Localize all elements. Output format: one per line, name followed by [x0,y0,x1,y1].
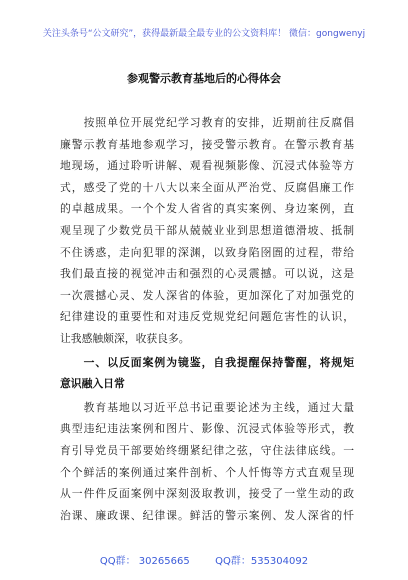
text-line: 地现场，通过聆听讲解、观看视频影像、沉浸式体验等方 [60,159,354,173]
header-notice: 关注头条号“公文研究”，获得最新最全最专业的公文资料库！ 微信：gongwenyj [42,29,366,39]
text-line: 不住诱惑，走向犯罪的深渊，以致身陷囹圄的过程，带给 [60,245,354,259]
heading-line: 一、以反面案例为镜鉴，自我提醒保持警醒，将规矩 [60,355,354,369]
heading-line: 意识融入日常 [60,377,125,391]
text-line: 廉警示教育基地参观学习，接受警示教育。在警示教育基 [60,137,354,151]
text-line: 典型违纪违法案例和图片、影像、沉浸式体验等形式，教 [60,422,354,436]
text-line: 教育基地以习近平总书记重要论述为主线，通过大量 [60,400,354,414]
text-line: 纪律建设的重要性和对违反党规党纪问题危害性的认识， [60,310,354,324]
document-title: 参观警示教育基地后的心得体会 [127,72,281,85]
document-body [60,112,354,526]
text-line: 式，感受了党的十八大以来全面从严治党、反腐倡廉工作 [60,180,354,194]
text-line: 一次震撼心灵、发人深省的体验，更加深化了对加强党的 [60,288,354,302]
text-line: 我们最直接的视觉冲击和强烈的心灵震撼。可以说，这是 [60,267,354,281]
text-line: 从一件件反面案例中深刻汲取教训，接受了一堂生动的政 [60,487,354,501]
text-line: 让我感触颇深，收获良多。 [60,331,190,345]
paragraph-section1 [60,397,354,527]
text-line: 按照单位开展党纪学习教育的安排，近期前往反腐倡 [60,116,354,129]
text-line: 的卓越成果。一个个发人省省的真实案例、身边案例，直 [60,202,354,216]
text-line: 观呈现了少数党员干部从兢兢业业到思想道德滑坡、抵制 [60,223,354,237]
text-line: 个个鲜活的案例通过案件剖析、个人忏悔等方式直观呈现 [60,465,354,479]
text-line: 治课、廉政课、纪律课。鲜活的警示案例、发人深省的忏 [60,508,354,522]
section-heading [60,352,354,395]
text-line: 育引导党员干部要始终绷紧纪律之弦，守住法律底线。一 [60,443,354,457]
paragraph-intro [60,112,354,350]
footer-contact: QQ群： 30265665 QQ群：535304092 [99,556,309,567]
